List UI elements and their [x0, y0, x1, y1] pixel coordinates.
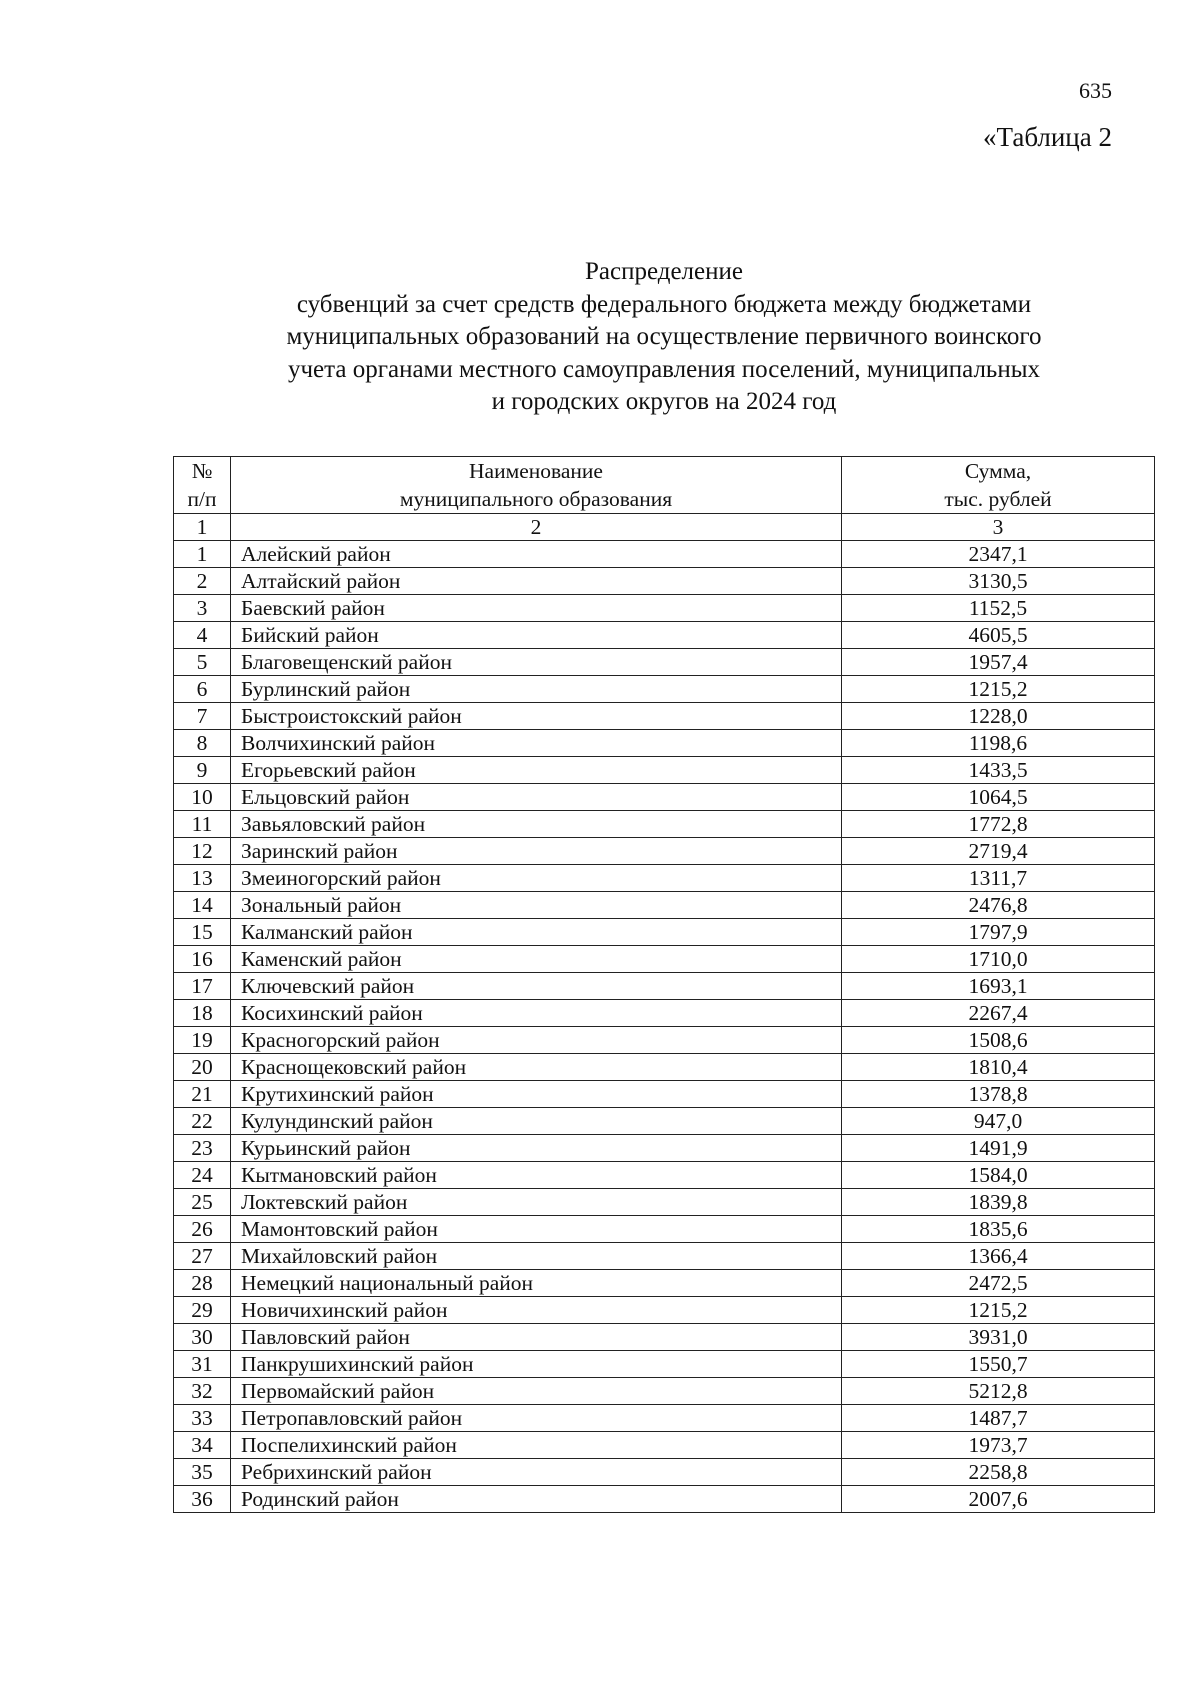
table-row	[174, 1405, 1155, 1432]
row-number: 5	[174, 649, 231, 676]
row-number: 35	[174, 1459, 231, 1486]
subvention-amount: 1772,8	[842, 811, 1155, 838]
row-number: 21	[174, 1081, 231, 1108]
table-row	[174, 1027, 1155, 1054]
subvention-amount: 1710,0	[842, 946, 1155, 973]
municipality-name: Красногорский район	[231, 1027, 842, 1054]
table-row	[174, 649, 1155, 676]
row-number: 23	[174, 1135, 231, 1162]
municipality-name: Ребрихинский район	[231, 1459, 842, 1486]
table-row	[174, 595, 1155, 622]
row-number: 19	[174, 1027, 231, 1054]
municipality-name: Заринский район	[231, 838, 842, 865]
subvention-amount: 1550,7	[842, 1351, 1155, 1378]
row-number: 1	[174, 541, 231, 568]
municipality-name: Мамонтовский район	[231, 1216, 842, 1243]
subvention-amount: 1957,4	[842, 649, 1155, 676]
table-row	[174, 730, 1155, 757]
row-number: 10	[174, 784, 231, 811]
municipality-name: Локтевский район	[231, 1189, 842, 1216]
row-number: 17	[174, 973, 231, 1000]
subvention-amount: 5212,8	[842, 1378, 1155, 1405]
table-row	[174, 838, 1155, 865]
row-number: 32	[174, 1378, 231, 1405]
header-num	[174, 457, 231, 514]
subvention-amount: 2719,4	[842, 838, 1155, 865]
subvention-amount: 2472,5	[842, 1270, 1155, 1297]
municipality-name: Алтайский район	[231, 568, 842, 595]
row-number: 14	[174, 892, 231, 919]
subvention-amount: 1839,8	[842, 1189, 1155, 1216]
table-row	[174, 1378, 1155, 1405]
row-number: 4	[174, 622, 231, 649]
municipality-name: Баевский район	[231, 595, 842, 622]
subvention-amount: 2267,4	[842, 1000, 1155, 1027]
table-row	[174, 1297, 1155, 1324]
heading-line: муниципальных образований на осуществление первичного воинского	[286, 323, 1042, 350]
table-row	[174, 892, 1155, 919]
table-row	[174, 973, 1155, 1000]
table-row	[174, 1189, 1155, 1216]
row-number: 11	[174, 811, 231, 838]
header-name	[231, 457, 842, 514]
table-body	[174, 541, 1155, 1513]
subvention-amount: 1366,4	[842, 1243, 1155, 1270]
table-row	[174, 1432, 1155, 1459]
municipality-name: Курьинский район	[231, 1135, 842, 1162]
row-number: 18	[174, 1000, 231, 1027]
subvention-amount: 2007,6	[842, 1486, 1155, 1513]
row-number: 26	[174, 1216, 231, 1243]
subvention-amount: 3931,0	[842, 1324, 1155, 1351]
municipality-name: Кулундинский район	[231, 1108, 842, 1135]
heading-line: Распределение	[585, 258, 743, 285]
subvention-amount: 1215,2	[842, 676, 1155, 703]
municipality-name: Калманский район	[231, 919, 842, 946]
header-sum-line1: Сумма,	[964, 459, 1032, 483]
subvention-amount: 1433,5	[842, 757, 1155, 784]
table-label: «Таблица 2	[983, 122, 1112, 152]
subvention-amount: 1835,6	[842, 1216, 1155, 1243]
row-number: 7	[174, 703, 231, 730]
row-number: 24	[174, 1162, 231, 1189]
subvention-amount: 2347,1	[842, 541, 1155, 568]
heading-line: и городских округов на 2024 год	[491, 388, 837, 415]
table-row	[174, 1135, 1155, 1162]
table-row	[174, 865, 1155, 892]
header-sum	[842, 457, 1155, 514]
table-row	[174, 1351, 1155, 1378]
municipality-name: Змеиногорский район	[231, 865, 842, 892]
municipality-name: Быстроистокский район	[231, 703, 842, 730]
table-row	[174, 703, 1155, 730]
table-row	[174, 622, 1155, 649]
municipality-name: Родинский район	[231, 1486, 842, 1513]
row-number: 28	[174, 1270, 231, 1297]
header-num-line2: п/п	[187, 487, 217, 511]
municipality-name: Алейский район	[231, 541, 842, 568]
table-row	[174, 1081, 1155, 1108]
row-number: 22	[174, 1108, 231, 1135]
municipality-name: Каменский район	[231, 946, 842, 973]
municipality-name: Краснощековский район	[231, 1054, 842, 1081]
row-number: 36	[174, 1486, 231, 1513]
municipality-name: Михайловский район	[231, 1243, 842, 1270]
subvention-amount: 1378,8	[842, 1081, 1155, 1108]
column-number: 3	[842, 514, 1155, 541]
column-number: 1	[174, 514, 231, 541]
column-number: 2	[231, 514, 842, 541]
municipality-name: Ключевский район	[231, 973, 842, 1000]
table-row	[174, 784, 1155, 811]
municipality-name: Панкрушихинский район	[231, 1351, 842, 1378]
table-row	[174, 757, 1155, 784]
row-number: 8	[174, 730, 231, 757]
subvention-amount: 3130,5	[842, 568, 1155, 595]
table-row	[174, 1324, 1155, 1351]
municipality-name: Егорьевский район	[231, 757, 842, 784]
row-number: 12	[174, 838, 231, 865]
municipality-name: Первомайский район	[231, 1378, 842, 1405]
subvention-amount: 2476,8	[842, 892, 1155, 919]
row-number: 16	[174, 946, 231, 973]
subvention-amount: 1584,0	[842, 1162, 1155, 1189]
municipality-name: Бийский район	[231, 622, 842, 649]
subvention-amount: 1973,7	[842, 1432, 1155, 1459]
subvention-amount: 1491,9	[842, 1135, 1155, 1162]
header-num-line1: №	[191, 459, 213, 483]
municipality-name: Ельцовский район	[231, 784, 842, 811]
column-number-row	[174, 514, 1155, 541]
subvention-amount: 1228,0	[842, 703, 1155, 730]
subvention-amount: 1487,7	[842, 1405, 1155, 1432]
row-number: 20	[174, 1054, 231, 1081]
table-row	[174, 946, 1155, 973]
table-row	[174, 811, 1155, 838]
table-row	[174, 1486, 1155, 1513]
row-number: 29	[174, 1297, 231, 1324]
subvention-amount: 947,0	[842, 1108, 1155, 1135]
table-row	[174, 1000, 1155, 1027]
municipality-name: Поспелихинский район	[231, 1432, 842, 1459]
table-row	[174, 1243, 1155, 1270]
page-number: 635	[1079, 78, 1112, 103]
subvention-amount: 1508,6	[842, 1027, 1155, 1054]
subvention-amount: 1797,9	[842, 919, 1155, 946]
municipality-name: Кытмановский район	[231, 1162, 842, 1189]
row-number: 3	[174, 595, 231, 622]
municipality-name: Крутихинский район	[231, 1081, 842, 1108]
row-number: 6	[174, 676, 231, 703]
table-header-row	[174, 457, 1155, 514]
row-number: 13	[174, 865, 231, 892]
table-row	[174, 1459, 1155, 1486]
municipality-name: Зональный район	[231, 892, 842, 919]
row-number: 34	[174, 1432, 231, 1459]
table-row	[174, 676, 1155, 703]
row-number: 2	[174, 568, 231, 595]
table-row	[174, 1108, 1155, 1135]
subvention-amount: 1152,5	[842, 595, 1155, 622]
subvention-amount: 1198,6	[842, 730, 1155, 757]
municipality-name: Немецкий национальный район	[231, 1270, 842, 1297]
row-number: 31	[174, 1351, 231, 1378]
row-number: 9	[174, 757, 231, 784]
municipality-name: Завьяловский район	[231, 811, 842, 838]
row-number: 25	[174, 1189, 231, 1216]
municipality-name: Волчихинский район	[231, 730, 842, 757]
municipality-name: Новичихинский район	[231, 1297, 842, 1324]
municipality-name: Благовещенский район	[231, 649, 842, 676]
municipality-name: Павловский район	[231, 1324, 842, 1351]
header-sum-line2: тыс. рублей	[944, 487, 1052, 511]
subvention-amount: 1693,1	[842, 973, 1155, 1000]
table-row	[174, 1216, 1155, 1243]
row-number: 33	[174, 1405, 231, 1432]
subvention-table	[173, 456, 1155, 1513]
row-number: 15	[174, 919, 231, 946]
heading-line: учета органами местного самоуправления поселений, муниципальных	[287, 355, 1041, 383]
table-row	[174, 1162, 1155, 1189]
header-name-line1: Наименование	[469, 459, 603, 483]
header-name-line2: муниципального образования	[399, 487, 673, 511]
subvention-amount: 1215,2	[842, 1297, 1155, 1324]
municipality-name: Косихинский район	[231, 1000, 842, 1027]
table-row	[174, 541, 1155, 568]
municipality-name: Петропавловский район	[231, 1405, 842, 1432]
subvention-amount: 2258,8	[842, 1459, 1155, 1486]
subvention-amount: 1810,4	[842, 1054, 1155, 1081]
row-number: 27	[174, 1243, 231, 1270]
heading-line: субвенций за счет средств федерального бюджета между бюджетами	[296, 290, 1032, 318]
subvention-amount: 1064,5	[842, 784, 1155, 811]
row-number: 30	[174, 1324, 231, 1351]
table-row	[174, 1054, 1155, 1081]
municipality-name: Бурлинский район	[231, 676, 842, 703]
table-row	[174, 919, 1155, 946]
table-row	[174, 568, 1155, 595]
subvention-amount: 1311,7	[842, 865, 1155, 892]
subvention-amount: 4605,5	[842, 622, 1155, 649]
document-heading	[172, 256, 1156, 419]
table-row	[174, 1270, 1155, 1297]
